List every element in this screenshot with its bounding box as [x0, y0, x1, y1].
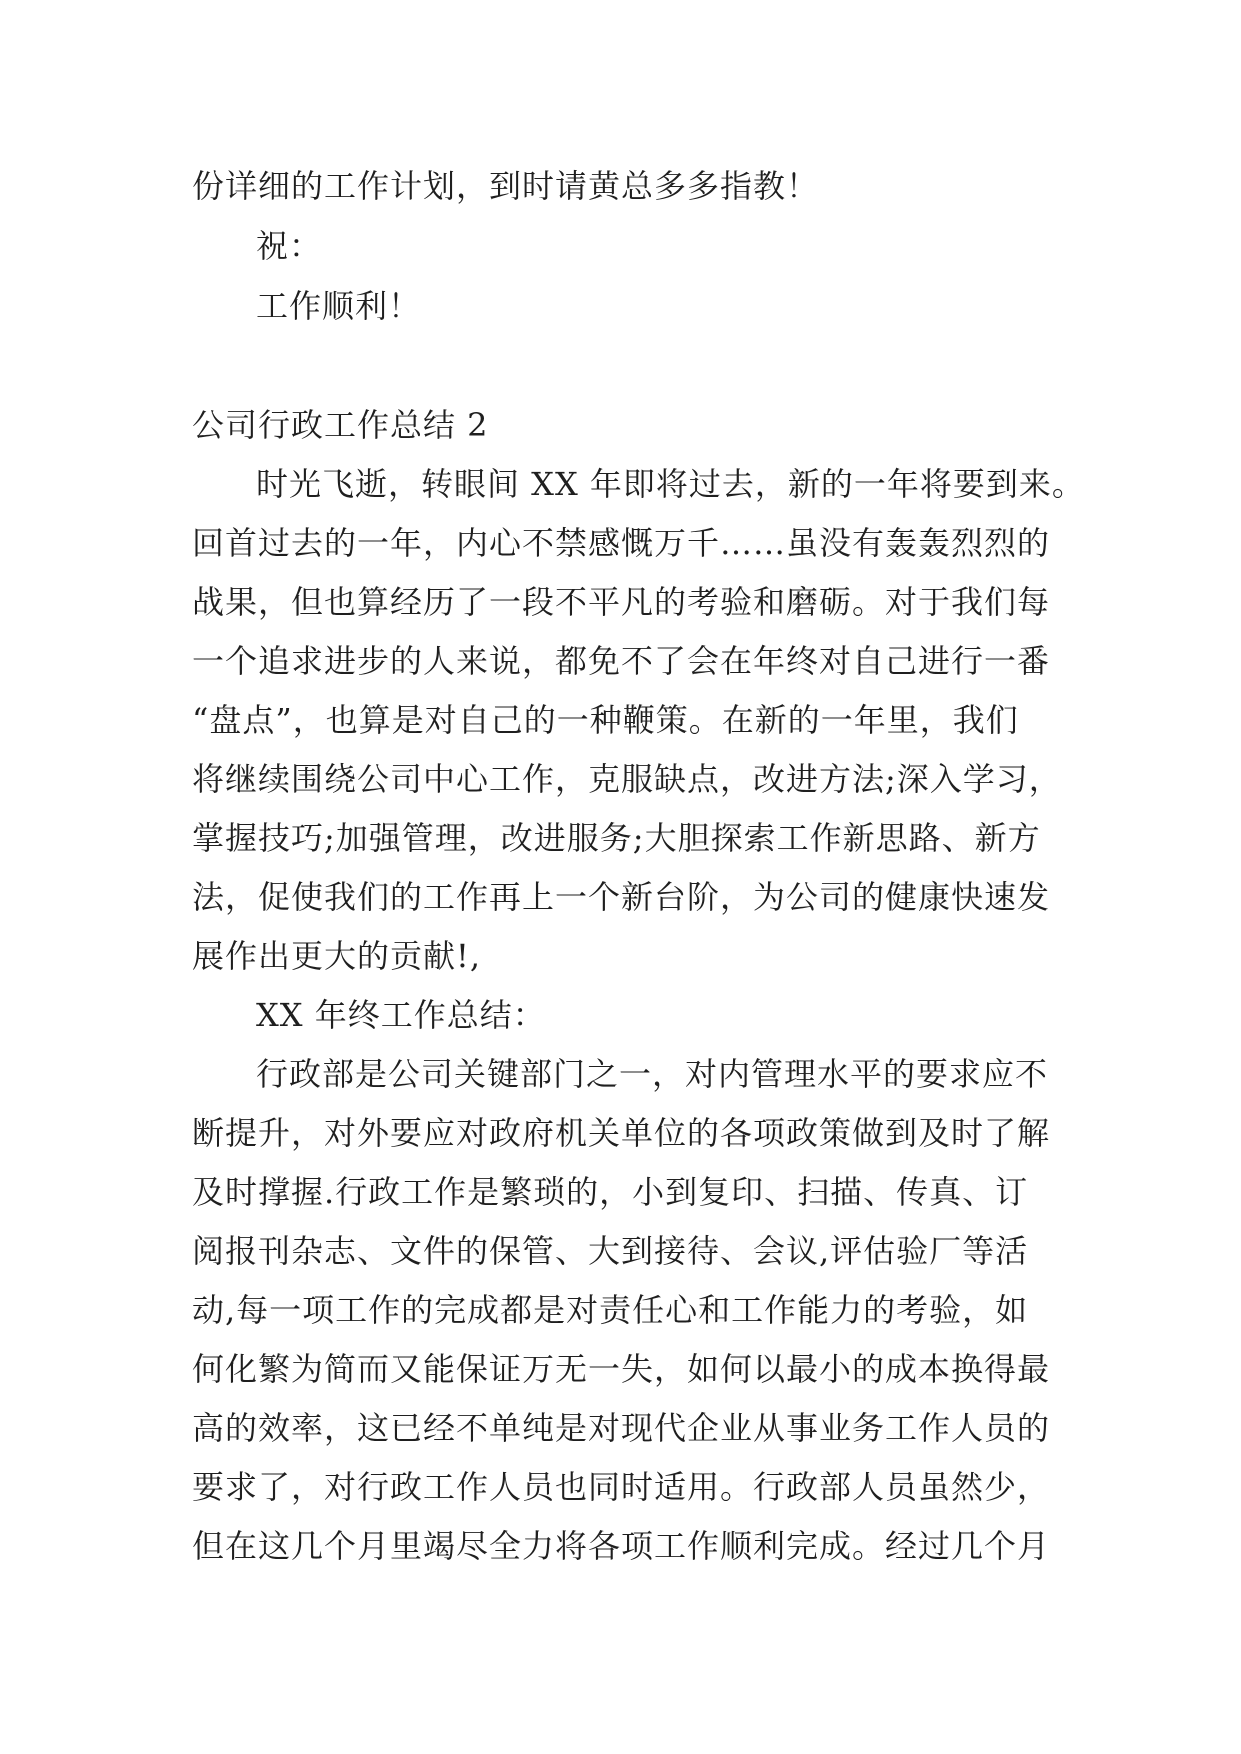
text-line: 工作顺利！	[256, 287, 422, 325]
text-line: 行政部是公司关键部门之一，对内管理水平的要求应不	[256, 1055, 1049, 1093]
text-line: 时光飞逝，转眼间 XX 年即将过去，新的一年将要到来。	[256, 465, 1085, 503]
text-line: 一个追求进步的人来说，都免不了会在年终对自己进行一番	[192, 642, 1051, 680]
text-line: 何化繁为简而又能保证万无一失，如何以最小的成本换得最	[192, 1350, 1051, 1388]
text-line: 战果，但也算经历了一段不平凡的考验和磨砺。对于我们每	[192, 583, 1051, 621]
text-line: 法，促使我们的工作再上一个新台阶，为公司的健康快速发	[192, 878, 1051, 916]
text-line: 及时撑握.行政工作是繁琐的，小到复印、扫描、传真、订	[192, 1173, 1029, 1211]
text-line: 但在这几个月里竭尽全力将各项工作顺利完成。经过几个月	[192, 1527, 1051, 1565]
text-line: 掌握技巧;加强管理，改进服务;大胆探索工作新思路、新方	[192, 819, 1041, 857]
text-line: 高的效率，这已经不单纯是对现代企业从事业务工作人员的	[192, 1409, 1051, 1447]
section-title: 公司行政工作总结 2	[192, 406, 489, 444]
text-line: 动,每一项工作的完成都是对责任心和工作能力的考验，如	[192, 1291, 1029, 1329]
text-line: 祝：	[256, 227, 323, 265]
text-line: 断提升，对外要应对政府机关单位的各项政策做到及时了解	[192, 1114, 1051, 1152]
text-line: 展作出更大的贡献!,	[192, 937, 482, 975]
text-line: “盘点”，也算是对自己的一种鞭策。在新的一年里，我们	[192, 701, 1019, 739]
subheading: XX 年终工作总结：	[256, 996, 546, 1034]
text-line: 阅报刊杂志、文件的保管、大到接待、会议,评估验厂等活	[192, 1232, 1029, 1270]
text-line: 份详细的工作计划，到时请黄总多多指教！	[192, 167, 820, 205]
text-line: 要求了，对行政工作人员也同时适用。行政部人员虽然少，	[192, 1468, 1051, 1506]
text-line: 将继续围绕公司中心工作，克服缺点，改进方法;深入学习，	[192, 760, 1062, 798]
text-line: 回首过去的一年，内心不禁感慨万千……虽没有轰轰烈烈的	[192, 524, 1051, 562]
